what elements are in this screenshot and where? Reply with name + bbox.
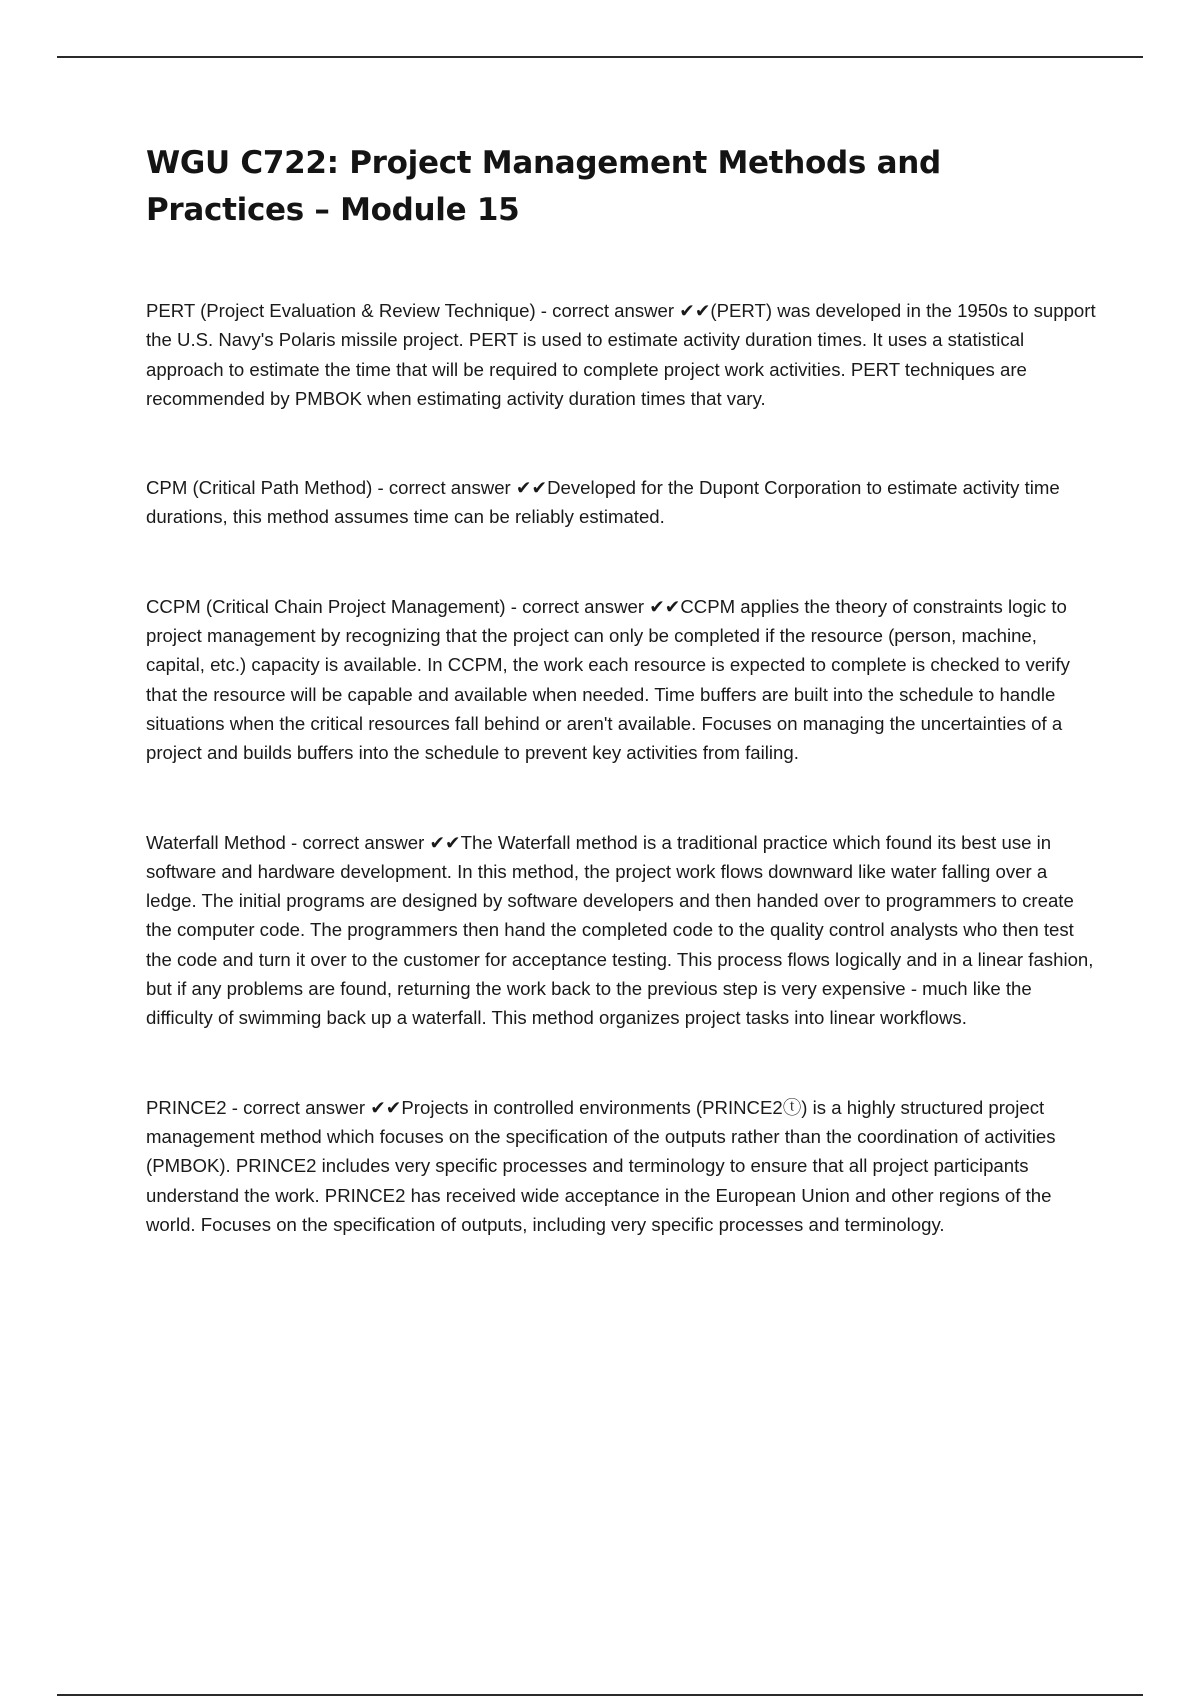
entry-answer: The Waterfall method is a traditional practice which found its best use in software and hardware development. In this method, the project work flows downward like water falling over a ledge. The initial programs are designed by software developers and then handed over to programmers to create the computer code. The programmers then hand the completed code to the quality control analysts who then test the code and turn it over to the customer for acceptance testing. This process flows logically and in a linear fashion, but if any problems are found, returning the work back to the previous step is very expensive - much like the difficulty of swimming back up a waterfall. This method organizes project tasks into linear workflows.	[146, 831, 1094, 1029]
flashcard-entry	[146, 473, 1096, 532]
entry-answer: Developed for the Dupont Corporation to estimate activity time durations, this method assumes time can be reliably estimated.	[146, 477, 1060, 528]
flashcard-entry	[146, 592, 1096, 768]
bottom-divider	[57, 1694, 1143, 1696]
entry-term: CPM (Critical Path Method)	[146, 477, 373, 499]
entry-answer: (PERT) was developed in the 1950s to support the U.S. Navy's Polaris missile project. PERT is used to estimate activity duration times. It uses a statistical approach to estimate the time that will be required to complete project work activities. PERT techniques are recommended by PMBOK when estimating activity duration times that vary.	[146, 300, 1096, 409]
entry-term: PERT (Project Evaluation & Review Technique)	[146, 300, 536, 321]
entry-separator: - correct answer ✔✔	[505, 595, 681, 617]
entry-answer: Projects in controlled environments (PRINCE2ⓣ) is a highly structured project management method which focuses on the specification of the outputs rather than the coordination of activities (PMBOK). PRINCE2 includes very specific processes and terminology to ensure that all project participants understand the work. PRINCE2 has received wide acceptance in the European Union and other regions of the world. Focuses on the specification of outputs, including very specific processes and terminology.	[146, 1096, 1056, 1235]
entry-answer: CCPM applies the theory of constraints logic to project management by recognizing that the project can only be completed if the resource (person, machine, capital, etc.) capacity is available. In CCPM, the work each resource is expected to complete is checked to verify that the resource will be capable and available when needed. Time buffers are built into the schedule to handle situations when the critical resources fall behind or aren't available. Focuses on managing the uncertainties of a project and builds buffers into the schedule to prevent key activities from failing.	[146, 595, 1070, 764]
document-title: WGU C722: Project Management Methods and Practices – Module 15	[146, 145, 941, 228]
entry-term: PRINCE2	[146, 1096, 227, 1118]
flashcard-entry	[146, 1093, 1096, 1239]
entry-separator: - correct answer ✔✔	[372, 477, 548, 499]
flashcard-entry	[146, 296, 1096, 413]
entry-term: Waterfall Method	[146, 831, 286, 853]
entry-separator: - correct answer ✔✔	[535, 300, 711, 321]
entry-separator: - correct answer ✔✔	[285, 831, 461, 853]
document-page	[146, 140, 1096, 1299]
flashcard-entry	[146, 828, 1096, 1033]
entry-separator: - correct answer ✔✔	[226, 1096, 402, 1118]
entry-term: CCPM (Critical Chain Project Management)	[146, 595, 506, 617]
top-divider	[57, 56, 1143, 58]
flashcard-list	[146, 296, 1096, 1239]
